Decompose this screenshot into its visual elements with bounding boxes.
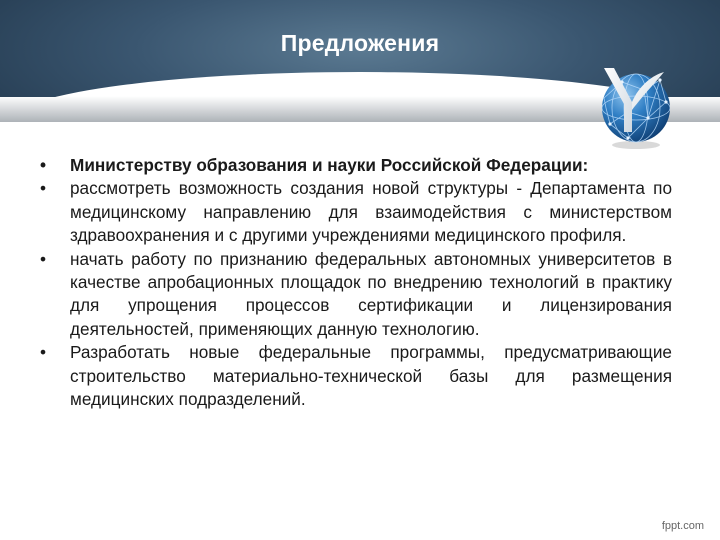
footer-watermark: fppt.com (661, 520, 704, 532)
bullet-marker: • (40, 342, 47, 363)
bullet-item (40, 177, 672, 247)
bullet-list (40, 154, 672, 411)
bullet-item (40, 248, 672, 342)
slide-title: Предложения (280, 30, 440, 56)
bullet-text: Министерству образования и науки Российской Федерации: (70, 155, 589, 175)
bullet-marker: • (40, 248, 47, 269)
bullet-item (40, 341, 672, 411)
bullet-text: рассмотреть возможность создания новой структуры - Департамента по медицинскому направлению для взаимодействия с министерством здравоохранения и с другими учреждениями медицинского профиля. (70, 178, 672, 246)
bullet-item (40, 154, 672, 177)
bullet-text: Разработать новые федеральные программы, предусматривающие строительство материально-технической базы для размещения медицинских подразделений. (70, 342, 672, 410)
bullet-text: начать работу по признанию федеральных автономных университетов в качестве апробационных площадок по внедрению технологий в практику для упрощения процессов сертификации и лицензирования деятельностей, применяющих данную технологию. (70, 248, 672, 339)
globe-y-logo-icon (598, 62, 670, 150)
bullet-marker: • (40, 155, 47, 175)
bullet-marker: • (40, 178, 47, 199)
